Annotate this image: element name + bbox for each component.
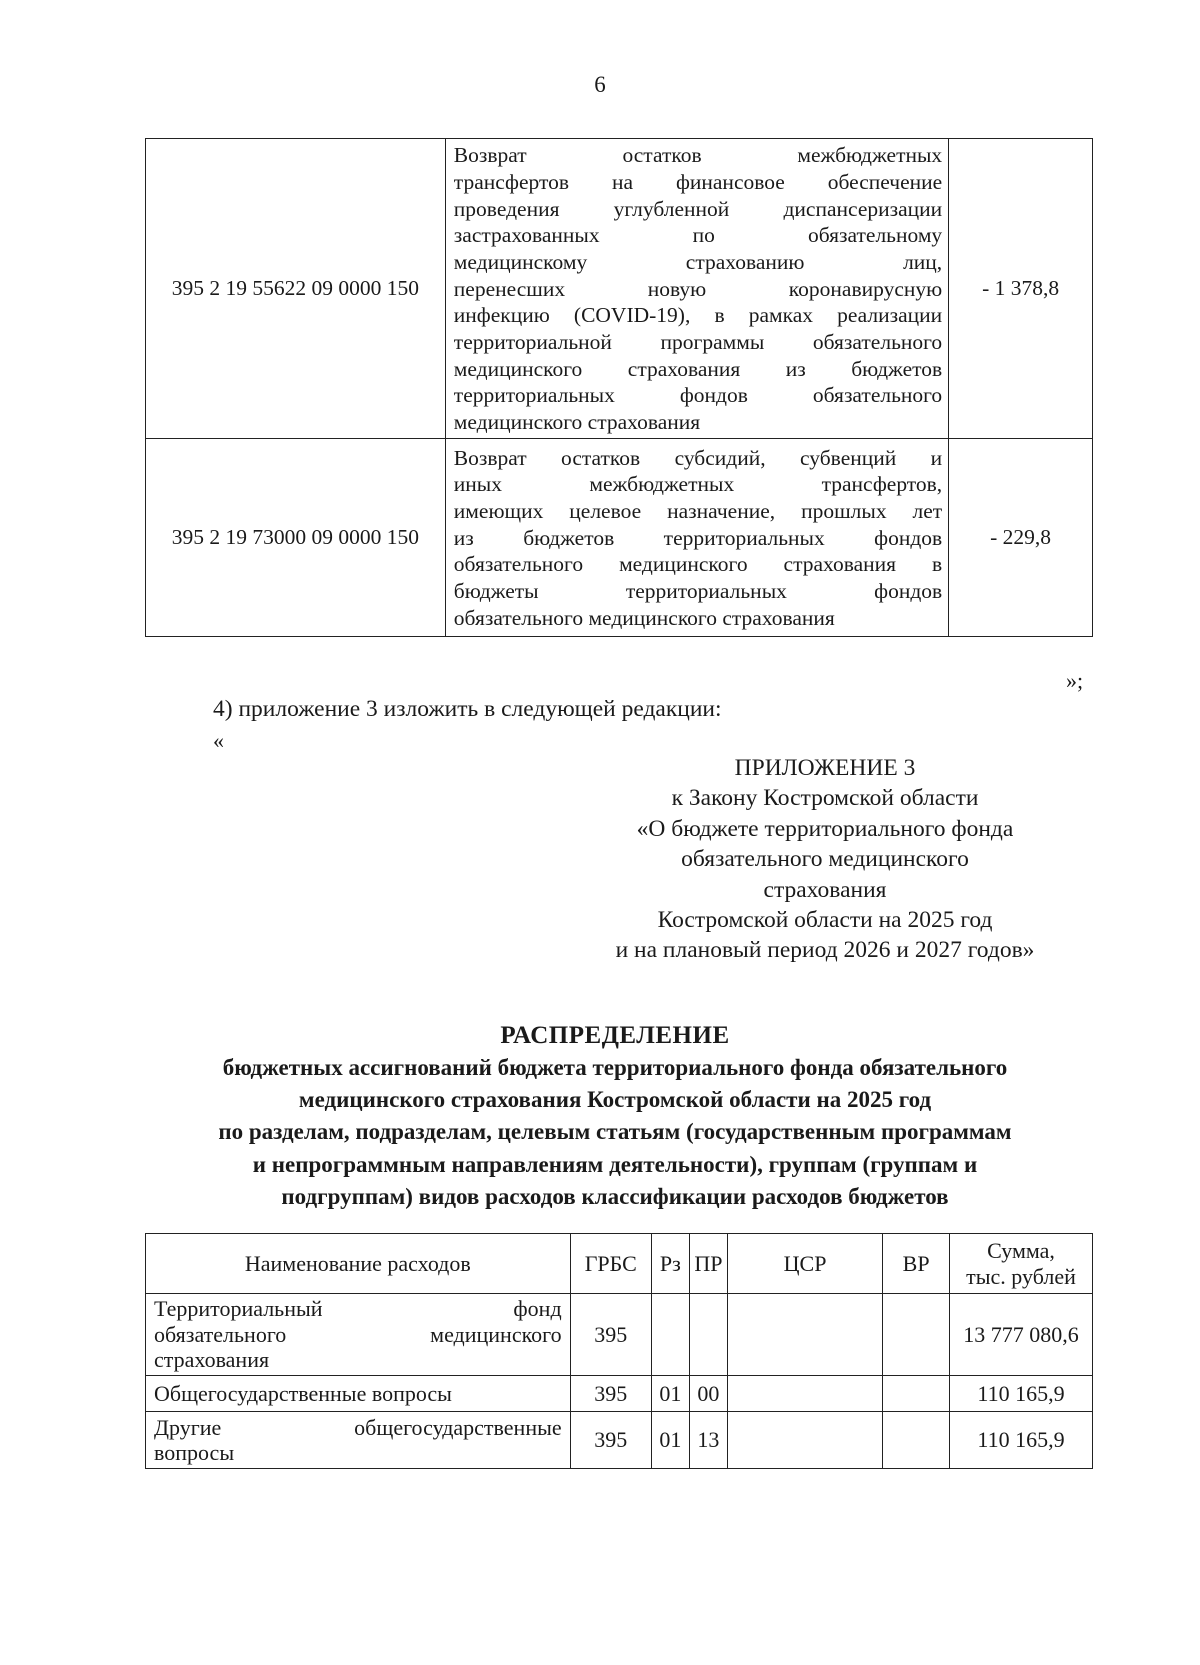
page-number: 6 bbox=[594, 72, 606, 97]
row-rz: 01 bbox=[651, 1376, 689, 1412]
return-transfers-table bbox=[145, 138, 1093, 637]
header-name: Наименование расходов bbox=[146, 1234, 571, 1294]
row-sum: 110 165,9 bbox=[950, 1412, 1093, 1469]
description-line: медицинского страхования из бюджетов bbox=[453, 356, 943, 381]
row-name bbox=[146, 1294, 571, 1376]
header-pr: ПР bbox=[689, 1234, 727, 1294]
table-row bbox=[146, 139, 1093, 439]
row-amount: - 1 378,8 bbox=[949, 139, 1093, 439]
appendix-line: страхования bbox=[763, 876, 887, 903]
description-line: иных межбюджетных трансфертов, bbox=[453, 472, 943, 497]
header-rz: Рз bbox=[651, 1234, 689, 1294]
appendix-header bbox=[560, 753, 1090, 966]
budget-code: 395 2 19 73000 09 0000 150 bbox=[146, 439, 446, 637]
header-sum-line: Сумма, bbox=[987, 1238, 1055, 1263]
row-rz bbox=[651, 1294, 689, 1376]
appendix-line: ПРИЛОЖЕНИЕ 3 bbox=[734, 755, 916, 781]
description-line: территориальной программы обязательного bbox=[453, 330, 943, 355]
row-amount: - 229,8 bbox=[949, 439, 1093, 637]
row-rz: 01 bbox=[651, 1412, 689, 1469]
closing-quote: »; bbox=[1066, 668, 1084, 693]
row-name-line: вопросы bbox=[154, 1440, 235, 1465]
description-line: перенесших новую коронавирусную bbox=[453, 276, 943, 301]
table-row bbox=[146, 439, 1093, 637]
heading-line: по разделам, подразделам, целевым статьям (государственным программам bbox=[218, 1119, 1012, 1145]
description-line: обязательного медицинского страхования bbox=[453, 605, 835, 630]
appendix-line: обязательного медицинского bbox=[681, 846, 969, 873]
header-csr: ЦСР bbox=[727, 1234, 882, 1294]
row-csr bbox=[727, 1294, 882, 1376]
budget-code: 395 2 19 55622 09 0000 150 bbox=[146, 139, 446, 439]
appendix-line: к Закону Костромской области bbox=[671, 785, 979, 812]
header-grbs: ГРБС bbox=[570, 1234, 651, 1294]
description-line: проведения углубленной диспансеризации bbox=[453, 196, 943, 221]
description-line: Возврат остатков субсидий, субвенций и bbox=[453, 445, 943, 470]
description-line: медицинскому страхованию лиц, bbox=[453, 249, 943, 274]
row-vr bbox=[883, 1294, 950, 1376]
row-grbs: 395 bbox=[570, 1412, 651, 1469]
appendix-line: и на плановый период 2026 и 2027 годов» bbox=[615, 937, 1035, 964]
row-description bbox=[445, 139, 948, 439]
row-sum: 13 777 080,6 bbox=[950, 1294, 1093, 1376]
distribution-heading bbox=[120, 1020, 1110, 1213]
description-line: из бюджетов территориальных фондов bbox=[453, 525, 943, 550]
row-pr bbox=[689, 1294, 727, 1376]
heading-title: РАСПРЕДЕЛЕНИЕ bbox=[500, 1022, 730, 1049]
description-line: Возврат остатков межбюджетных bbox=[453, 143, 943, 168]
row-pr: 00 bbox=[689, 1376, 727, 1412]
description-line: обязательного медицинского страхования в bbox=[453, 552, 943, 577]
description-line: территориальных фондов обязательного bbox=[453, 383, 943, 408]
heading-line: медицинского страхования Костромской области на 2025 год bbox=[298, 1087, 932, 1113]
table-row bbox=[146, 1294, 1093, 1376]
description-line: имеющих целевое назначение, прошлых лет bbox=[453, 498, 943, 523]
row-pr: 13 bbox=[689, 1412, 727, 1469]
row-name-line: страхования bbox=[154, 1347, 270, 1373]
row-name bbox=[146, 1412, 571, 1469]
heading-line: подгруппам) видов расходов классификации расходов бюджетов bbox=[281, 1183, 949, 1209]
row-name-line: обязательного медицинского bbox=[154, 1321, 562, 1347]
row-name-line: Территориальный фонд bbox=[154, 1296, 562, 1322]
description-line: медицинского страхования bbox=[453, 410, 701, 435]
appendix-line: «О бюджете территориального фонда bbox=[636, 815, 1014, 842]
row-grbs: 395 bbox=[570, 1294, 651, 1376]
appendix-line: Костромской области на 2025 год bbox=[657, 907, 993, 934]
header-sum-line: тыс. рублей bbox=[966, 1263, 1076, 1289]
row-name-line: Общегосударственные вопросы bbox=[154, 1380, 452, 1406]
row-description bbox=[445, 439, 948, 637]
table-header-row bbox=[146, 1234, 1093, 1294]
description-line: застрахованных по обязательному bbox=[453, 223, 943, 248]
description-line: бюджеты территориальных фондов bbox=[453, 579, 943, 604]
description-line: инфекцию (COVID-19), в рамках реализации bbox=[453, 303, 943, 328]
row-name-line: Другие общегосударственные bbox=[154, 1414, 562, 1440]
header-sum bbox=[950, 1234, 1093, 1294]
amendment-item: 4) приложение 3 изложить в следующей редакции: bbox=[213, 696, 722, 722]
row-csr bbox=[727, 1376, 882, 1412]
budget-distribution-table bbox=[145, 1233, 1093, 1469]
description-line: трансфертов на финансовое обеспечение bbox=[453, 169, 943, 194]
heading-line: и непрограммным направлениям деятельности), группам (группам и bbox=[252, 1151, 978, 1177]
row-name bbox=[146, 1376, 571, 1412]
table-row bbox=[146, 1376, 1093, 1412]
heading-line: бюджетных ассигнований бюджета территориального фонда обязательного bbox=[222, 1055, 1008, 1080]
row-grbs: 395 bbox=[570, 1376, 651, 1412]
header-vr: ВР bbox=[883, 1234, 950, 1294]
row-csr bbox=[727, 1412, 882, 1469]
table-row bbox=[146, 1412, 1093, 1469]
row-sum: 110 165,9 bbox=[950, 1376, 1093, 1412]
opening-quote: « bbox=[213, 728, 224, 753]
row-vr bbox=[883, 1412, 950, 1469]
row-vr bbox=[883, 1376, 950, 1412]
